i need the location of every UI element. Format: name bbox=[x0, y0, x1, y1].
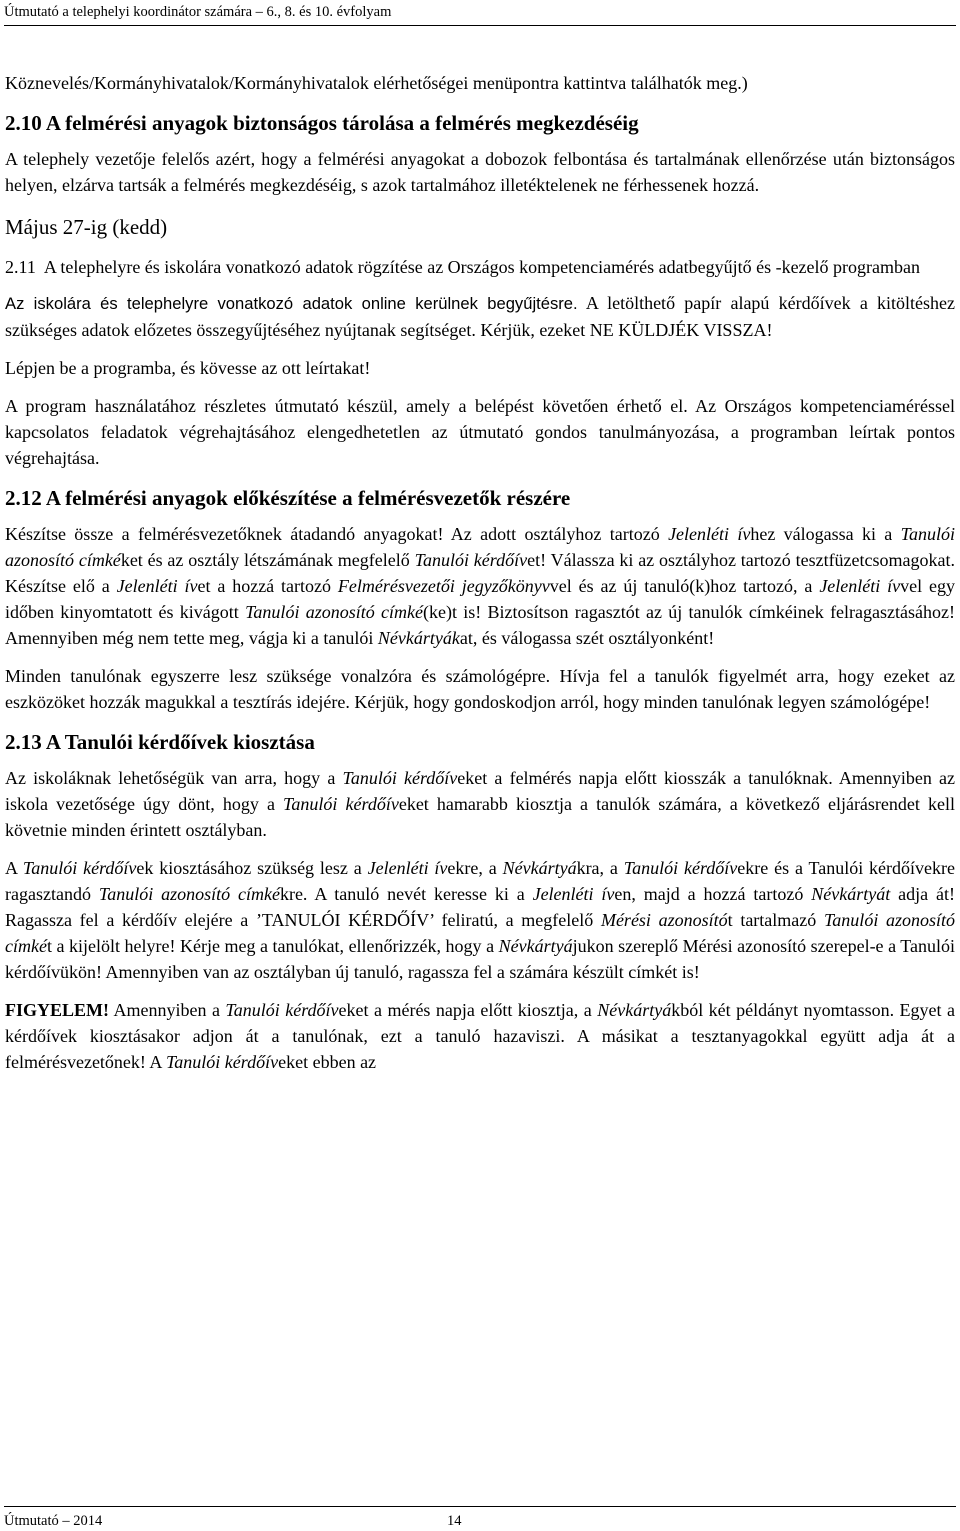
text-run: Az iskoláknak lehetőségük van arra, hogy a bbox=[5, 768, 343, 788]
section-2-11-paragraph-2: Lépjen be a programba, és kövesse az ott leírtakat! bbox=[5, 358, 371, 378]
italic-term: Tanulói azonosító címké bbox=[5, 524, 956, 570]
section-2-13-heading: 2.13 A Tanulói kérdőívek kiosztása bbox=[5, 730, 315, 754]
italic-term: Tanulói kérdőív bbox=[414, 550, 528, 570]
section-2-11-online-sentence: Az iskolára és telephelyre vonatkozó adatok online kerülnek begyűjtésre. bbox=[5, 294, 578, 313]
italic-term: Jelenléti ív bbox=[116, 576, 198, 596]
italic-term: Tanulói azonosító címké bbox=[5, 910, 956, 956]
text-run: kre. A tanuló nevét keresse ki a bbox=[279, 884, 533, 904]
italic-term: Jelenléti ív bbox=[367, 858, 448, 878]
italic-term: Jelenléti ív bbox=[819, 576, 901, 596]
italic-term: Tanulói kérdőív bbox=[165, 1052, 279, 1072]
text-run: eket a mérés napja előtt kiosztja, a bbox=[338, 1000, 598, 1020]
section-2-13-paragraph-1 bbox=[5, 765, 955, 843]
section-2-10-paragraph: A telephely vezetője felelős azért, hogy a felmérési anyagokat a dobozok felbontása és tartalmának ellenőrzése után biztonságos helyen, elzárva tartsák a felmérés megkezdéséig, s azok tartalmához illetéktelenek ne férhessenek hozzá. bbox=[5, 149, 955, 195]
text-run: adja át! Ragassza fel a kérdőív elejére a ’TANULÓI KÉRDŐÍV’ feliratú, a megfelelő bbox=[5, 884, 955, 930]
footer-label: Útmutató – 2014 bbox=[4, 1513, 103, 1529]
italic-term: Tanulói kérdőív bbox=[283, 794, 399, 814]
italic-term: Névkártyá bbox=[498, 936, 573, 956]
text-run: vel egy időben kinyomtatott és kivágott bbox=[5, 576, 956, 622]
italic-term: Névkártyák bbox=[377, 628, 460, 648]
italic-term: Névkártyá bbox=[597, 1000, 672, 1020]
section-2-11-download-sentence: A letölthető papír alapú kérdőívek a kitöltéshez szükséges adatok előzetes összegyűjtéséhez nyújtanak segítséget. Kérjük, ezeket NE KÜLDJÉK VISSZA! bbox=[5, 293, 955, 340]
section-2-11-heading bbox=[5, 254, 955, 280]
text-run: en, majd a hozzá tartozó bbox=[614, 884, 812, 904]
text-run: et! Válassza ki az osztályhoz tartozó tesztfüzetcsomagokat. Készítse elő a bbox=[5, 550, 956, 596]
section-2-12-paragraph-1 bbox=[5, 521, 955, 651]
text-run: eket ebben az bbox=[278, 1052, 377, 1072]
text-run: ekre és a Tanulói kérdőívekre ragasztandó bbox=[5, 858, 956, 904]
intro-paragraph: Köznevelés/Kormányhivatalok/Kormányhivatalok elérhetőségei menüpontra kattintva találhatók meg.) bbox=[5, 73, 748, 93]
text-run: Készítse össze a felmérésvezetőknek átadandó anyagokat! Az adott osztályhoz tartozó bbox=[5, 524, 669, 544]
section-2-11-paragraph-3: A program használatához részletes útmutató készül, amely a belépést követően érhető el. Az Országos kompetenciaméréssel kapcsolatos feladatok végrehajtásához elengedhetetlen az útmutató gondos tanulmányozása, a programban leírtak pontos végrehajtása. bbox=[5, 396, 955, 468]
section-2-13-paragraph-2 bbox=[5, 855, 955, 985]
text-run: (ke)t is! Biztosítson ragasztót az új tanulók címkéinek felragasztásához! Amennyiben még nem tette meg, vágja ki a tanulói bbox=[5, 602, 955, 648]
page-header bbox=[4, 2, 956, 26]
section-2-11-paragraph-1 bbox=[5, 290, 955, 343]
date-heading: Május 27-ig (kedd) bbox=[5, 215, 168, 239]
text-run: kra, a bbox=[576, 858, 624, 878]
text-run: eket a felmérés napja előtt kiosszák a tanulóknak. Amennyiben az iskola vezetősége úgy dönt, hogy a bbox=[5, 768, 955, 814]
section-2-13-paragraph-3 bbox=[5, 997, 955, 1075]
text-run: et a hozzá tartozó bbox=[197, 576, 338, 596]
text-run: ek kiosztásához szükség lesz a bbox=[136, 858, 368, 878]
bold-notice: FIGYELEM! bbox=[5, 1000, 110, 1020]
italic-term: Tanulói kérdőív bbox=[22, 858, 137, 878]
text-run: ket és az osztály létszámának megfelelő bbox=[120, 550, 415, 570]
page-footer bbox=[4, 1506, 956, 1531]
italic-term: Tanulói kérdőív bbox=[342, 768, 458, 788]
text-run: vel és az új tanuló(k)hoz tartozó, a bbox=[549, 576, 820, 596]
section-2-11-title: A telephelyre és iskolára vonatkozó adatok rögzítése az Országos kompetenciamérés adatbegyűjtő és -kezelő programban bbox=[43, 257, 920, 277]
text-run: ekre, a bbox=[447, 858, 503, 878]
italic-term: Névkártyát bbox=[811, 884, 891, 904]
text-run: t tartalmazó bbox=[727, 910, 824, 930]
text-run: hez válogassa ki a bbox=[750, 524, 901, 544]
text-run: kból két példányt nyomtasson. Egyet a kérdőívek kiosztásakor adjon át a tanulónak, ezt a tanuló hazaviszi. A másikat a tesztanyagokkal együtt adja át a felmérésvezetőnek! A bbox=[5, 1000, 955, 1072]
page-number: 14 bbox=[447, 1513, 462, 1529]
italic-term: Tanulói kérdőív bbox=[623, 858, 738, 878]
text-run: at, és válogassa szét osztályonként! bbox=[459, 628, 715, 648]
text-run: Amennyiben a bbox=[109, 1000, 226, 1020]
section-2-11-number: 2.11 bbox=[5, 257, 36, 277]
italic-term: Névkártyá bbox=[502, 858, 577, 878]
text-run: A bbox=[5, 858, 23, 878]
section-2-12-paragraph-2: Minden tanulónak egyszerre lesz szüksége vonalzóra és számológépre. Hívja fel a tanulók figyelmét arra, hogy ezeket az eszközöket hozzák magukkal a tesztírás idejére. Kérjük, hogy gondoskodjon arról, hogy minden tanulónak legyen számológépe! bbox=[5, 666, 955, 712]
italic-term: Tanulói azonosító címké bbox=[245, 602, 423, 622]
section-2-12-heading: 2.12 A felmérési anyagok előkészítése a felmérésvezetők részére bbox=[5, 486, 571, 510]
italic-term: Felmérésvezetői jegyzőkönyv bbox=[337, 576, 550, 596]
section-2-10-heading: 2.10 A felmérési anyagok biztonságos tárolása a felmérés megkezdéséig bbox=[5, 111, 639, 135]
header-title: Útmutató a telephelyi koordinátor számára – 6., 8. és 10. évfolyam bbox=[4, 4, 392, 20]
document-body bbox=[5, 70, 955, 1075]
text-run: jukon szereplő Mérési azonosító szerepel-e a Tanulói kérdőívükön! Amennyiben van az osztályban új tanuló, ragassza fel a számára készült címkét is! bbox=[5, 936, 955, 982]
italic-term: Tanulói azonosító címké bbox=[98, 884, 280, 904]
text-run: t a kijelölt helyre! Kérje meg a tanulókat, ellenőrizzék, hogy a bbox=[46, 936, 499, 956]
text-run: eket hamarabb kiosztja a tanulók számára, a következő eljárásrendet kell követnie minden érintett osztályban. bbox=[5, 794, 955, 840]
italic-term: Tanulói kérdőív bbox=[225, 1000, 339, 1020]
italic-term: Mérési azonosító bbox=[600, 910, 728, 930]
italic-term: Jelenléti ív bbox=[532, 884, 615, 904]
italic-term: Jelenléti ív bbox=[668, 524, 751, 544]
